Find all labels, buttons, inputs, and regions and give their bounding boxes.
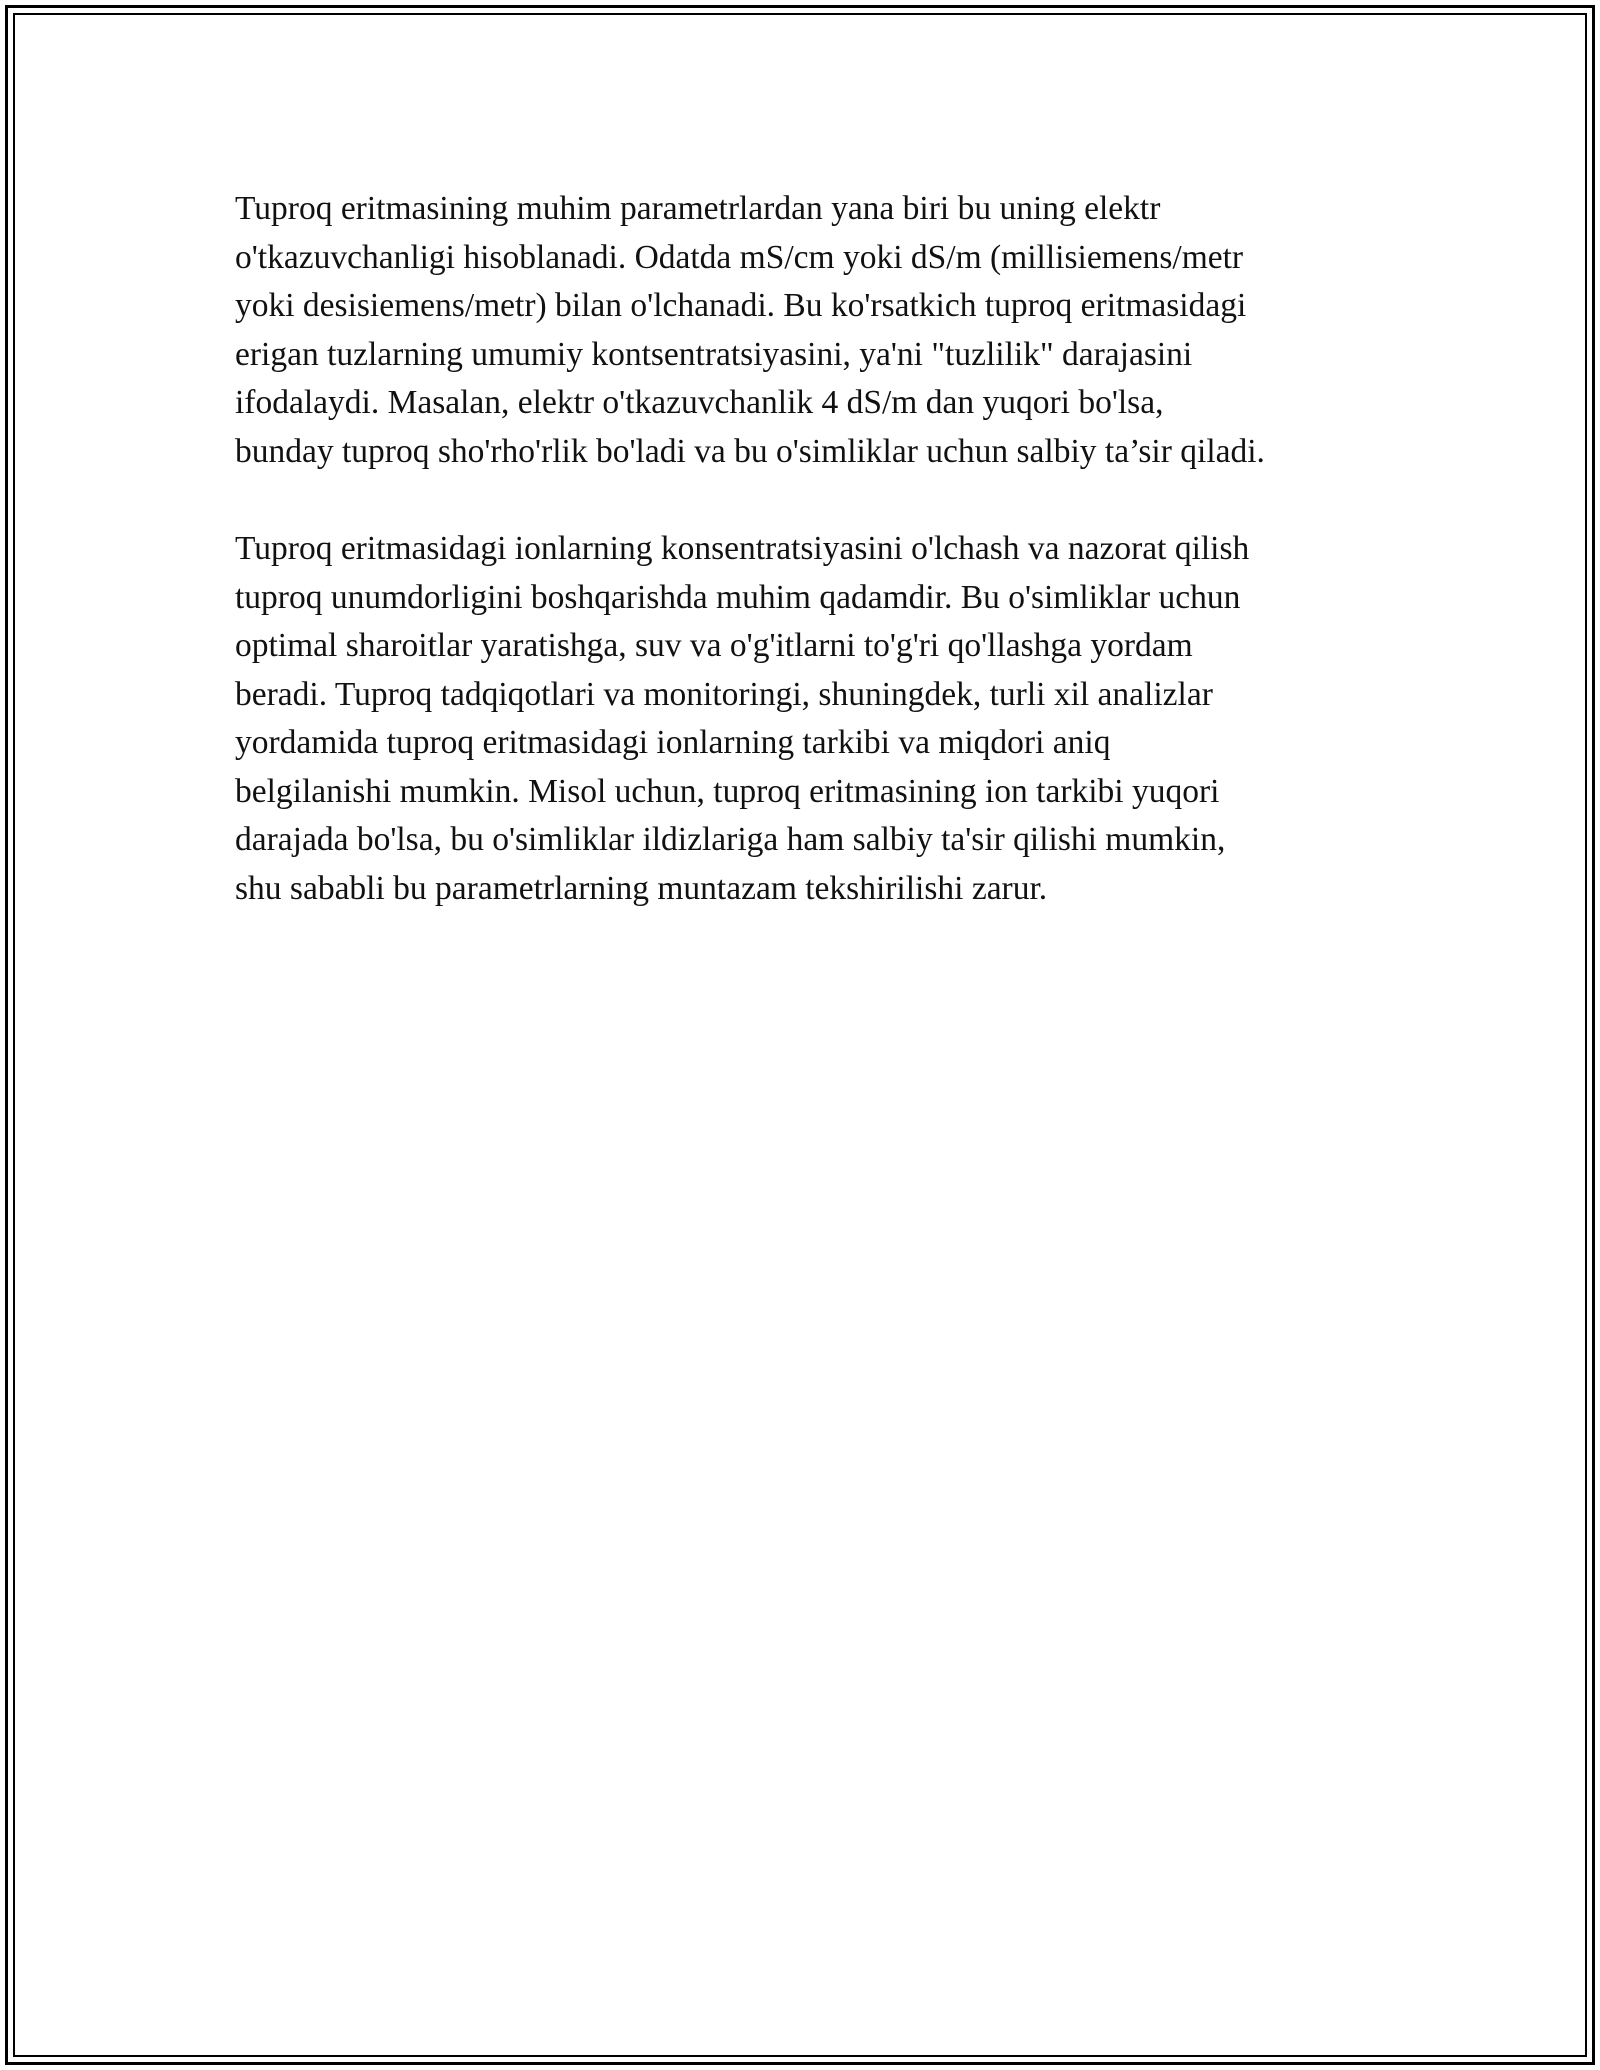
document-body <box>235 185 1385 962</box>
paragraph-ion-concentration: Tuproq eritmasidagi ionlarning konsentratsiyasini o'lchash va nazorat qilish tuproq unumdorligini boshqarishda muhim qadamdir. Bu o'simliklar uchun optimal sharoitlar yaratishga, suv va o'g'itlarni to'g'ri qo'llashga yordam beradi. Tuproq tadqiqotlari va monitoringi, shuningdek, turli xil analizlar yordamida tuproq eritmasidagi ionlarning tarkibi va miqdori aniq belgilanishi mumkin. Misol uchun, tuproq eritmasining ion tarkibi yuqori darajada bo'lsa, bu o'simliklar ildizlariga ham salbiy ta'sir qilishi mumkin, shu sababli bu parametrlarning muntazam tekshirilishi zarur. <box>235 530 1250 907</box>
paragraph-electrical-conductivity: Tuproq eritmasining muhim parametrlardan yana biri bu uning elektr o'tkazuvchanligi hisoblanadi. Odatda mS/cm yoki dS/m (millisiemens/metr yoki desisiemens/metr) bilan o'lchanadi. Bu ko'rsatkich tuproq eritmasidagi erigan tuzlarning umumiy kontsentratsiyasini, ya'ni "tuzlilik" darajasini ifodalaydi. Masalan, elektr o'tkazuvchanlik 4 dS/m dan yuqori bo'lsa, bunday tuproq sho'rho'rlik bo'ladi va bu o'simliklar uchun salbiy ta’sir qiladi. <box>235 190 1265 470</box>
